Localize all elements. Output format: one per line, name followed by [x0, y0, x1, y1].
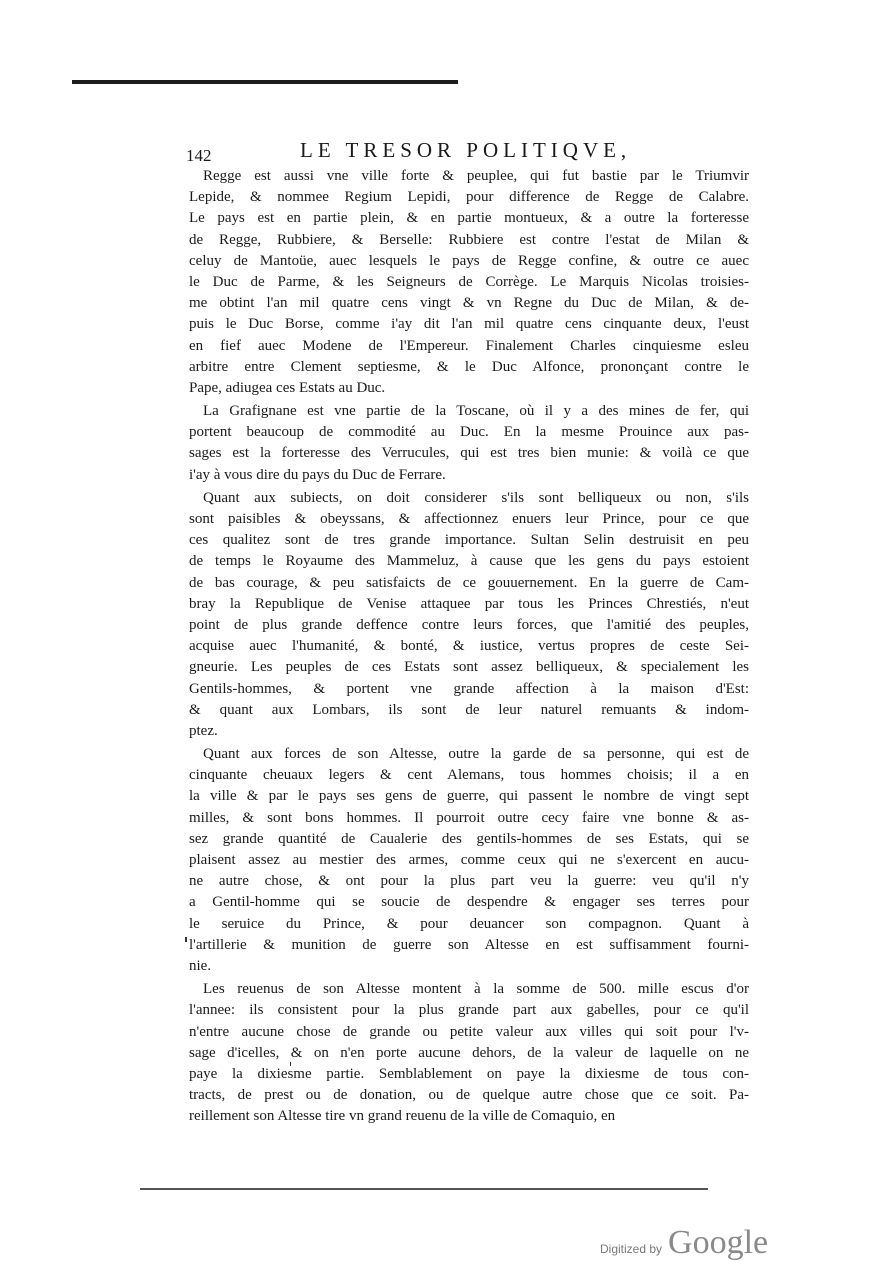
text-line: i'ay à vous dire du pays du Duc de Ferrare.: [189, 466, 446, 483]
text-line: l'annee: ils consistent pour la plus grande part aux gabelles, pour ce qu'il: [189, 1002, 749, 1019]
text-line: tracts, de prest ou de donation, ou de quelque autre chose que ce soit. Pa-: [189, 1087, 749, 1104]
paragraph: [189, 166, 749, 399]
text-line: Les reuenus de son Altesse montent à la somme de 500. mille escus d'or: [203, 981, 749, 998]
text-line: le seruice du Prince, & pour deuancer son compagnon. Quant à: [189, 915, 749, 932]
text-line: sages est la forteresse des Verrucules, qui est tres bien munie: & voilà ce que: [189, 445, 749, 462]
text-line: Quant aux forces de son Altesse, outre la garde de sa personne, qui est de: [203, 746, 749, 763]
ink-speck: [185, 937, 187, 942]
page-number: 142: [186, 146, 212, 165]
text-line: sage d'icelles, & on n'en porte aucune dehors, de la valeur de laquelle on ne: [189, 1044, 749, 1061]
text-line: puis le Duc Borse, comme i'ay dit l'an mil quatre cens cinquante deux, l'eust: [189, 316, 749, 333]
paragraph: [189, 744, 749, 977]
text-line: n'entre aucune chose de grande ou petite valeur aux villes qui soit pour l'v-: [189, 1023, 749, 1040]
watermark-prefix: Digitized by: [600, 1242, 663, 1256]
google-logo: Google: [668, 1224, 769, 1261]
text-line: Le pays est en partie plein, & en partie montueux, & a outre la forteresse: [189, 210, 749, 227]
text-line: en fief auec Modene de l'Empereur. Finalement Charles cinquiesme esleu: [189, 337, 749, 354]
text-line: acquise auec l'humanité, & bonté, & iustice, vertus propres de ceste Sei-: [189, 638, 749, 655]
text-line: ne autre chose, & ont pour la plus part veu la guerre: veu qu'il n'y: [189, 873, 749, 890]
text-line: plaisent assez au mestier des armes, comme ceux qui ne s'exercent en aucu-: [189, 852, 749, 869]
bottom-rule: [140, 1188, 708, 1190]
text-line: & quant aux Lombars, ils sont de leur naturel remuants & indom-: [189, 701, 749, 718]
text-line: ces qualitez sont de tres grande importance. Sultan Selin destruisit en peu: [189, 532, 749, 549]
text-line: bray la Republique de Venise attaquee par tous les Princes Chrestiés, n'eut: [189, 595, 749, 612]
text-line: Lepide, & nommee Regium Lepidi, pour difference de Regge de Calabre.: [189, 189, 749, 206]
text-line: paye la dixiesme partie. Semblablement on paye la dixiesme de tous con-: [189, 1065, 749, 1082]
paragraph: [189, 401, 749, 486]
text-line: le Duc de Parme, & les Seigneurs de Corrège. Le Marquis Nicolas troisies-: [189, 273, 749, 290]
text-line: reillement son Altesse tire vn grand reuenu de la ville de Comaquio, en: [189, 1108, 616, 1125]
top-rule: [72, 80, 458, 84]
ink-speck: [290, 1062, 291, 1066]
body-text: [189, 166, 749, 1128]
text-line: cinquante cheuaux legers & cent Alemans, tous hommes choisis; il a en: [189, 767, 749, 784]
text-line: de temps le Royaume des Mammeluz, à cause que les gens du pays estoient: [189, 553, 749, 570]
text-line: celuy de Mantoüe, auec lesquels le pays de Regge confine, & outre ce auec: [189, 252, 749, 269]
running-title: LE TRESOR POLITIQVE,: [300, 138, 632, 162]
text-line: sez grande quantité de Caualerie des gentils-hommes de ses Estats, qui se: [189, 830, 749, 847]
text-line: a Gentil-homme qui se soucie de despendre & engager ses terres pour: [189, 894, 749, 911]
text-line: milles, & sont bons hommes. Il pourroit outre cecy faire vne bonne & as-: [189, 809, 749, 826]
text-line: nie.: [189, 957, 212, 974]
digitized-by-watermark: [600, 1224, 768, 1262]
text-line: ptez.: [189, 722, 218, 739]
text-line: gneurie. Les peuples de ces Estats sont assez belliqueux, & specialement les: [189, 659, 749, 676]
text-line: Pape, adiugea ces Estats au Duc.: [189, 379, 386, 396]
text-line: portent beaucoup de commodité au Duc. En la mesme Prouince aux pas-: [189, 424, 749, 441]
text-line: de bas courage, & peu satisfaicts de ce gouuernement. En la guerre de Cam-: [189, 574, 749, 591]
text-line: l'artillerie & munition de guerre son Altesse en est suffisamment fourni-: [189, 936, 749, 953]
paragraph: [189, 488, 749, 742]
text-line: sont paisibles & obeyssans, & affectionnez enuers leur Prince, pour ce que: [189, 511, 749, 528]
text-line: Quant aux subiects, on doit considerer s'ils sont belliqueux ou non, s'ils: [203, 489, 749, 506]
text-line: La Grafignane est vne partie de la Toscane, où il y a des mines de fer, qui: [203, 403, 749, 420]
text-line: point de plus grande deffence contre leurs forces, que l'amitié des peuples,: [189, 616, 749, 633]
text-line: Regge est aussi vne ville forte & peuplee, qui fut bastie par le Triumvir: [203, 168, 749, 184]
text-line: la ville & par le pays ses gens de guerre, qui passent le nombre de vingt sept: [189, 788, 749, 805]
text-line: me obtint l'an mil quatre cens vingt & vn Regne du Duc de Milan, & de-: [189, 295, 749, 312]
text-line: arbitre entre Clement septiesme, & le Duc Alfonce, prononçant contre le: [189, 358, 749, 375]
paragraph: [189, 979, 749, 1127]
text-line: Gentils-hommes, & portent vne grande affection à la maison d'Est:: [189, 680, 749, 697]
text-line: de Regge, Rubbiere, & Berselle: Rubbiere est contre l'estat de Milan &: [189, 231, 749, 248]
